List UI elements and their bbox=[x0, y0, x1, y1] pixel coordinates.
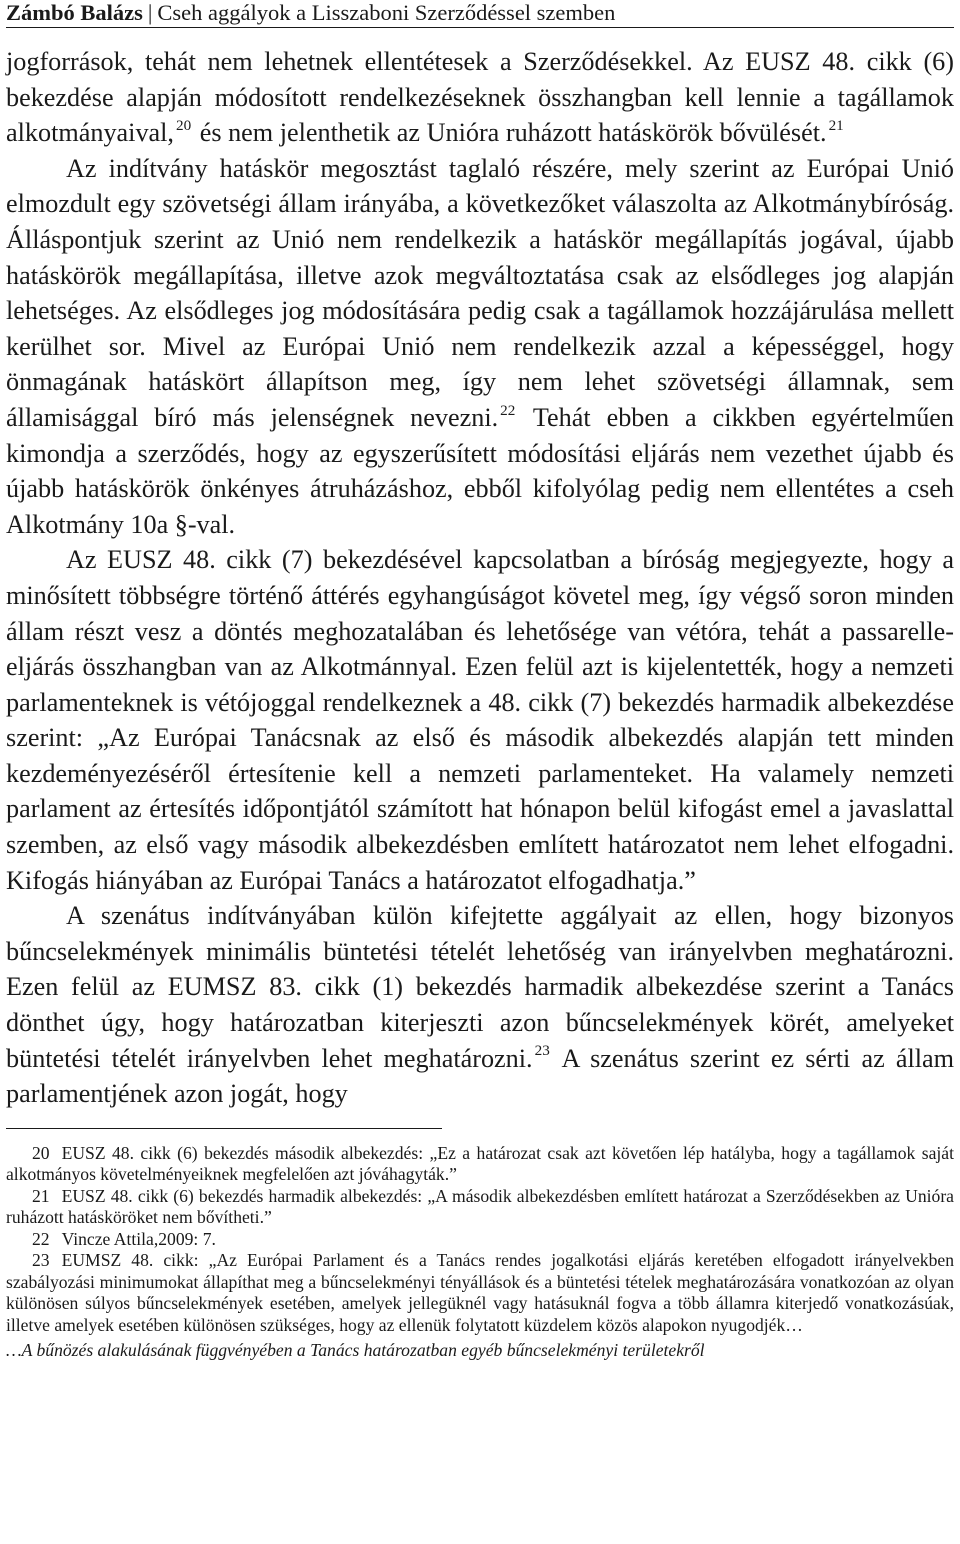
footnotes bbox=[6, 1143, 954, 1362]
footnote-text: EUSZ 48. cikk (6) bekezdés harmadik albekezdés: „A második albekezdésben említett határozat a Szerződésekben az Unióra ruházott hatásköröket nem bővítheti.” bbox=[6, 1185, 954, 1228]
footnote-ref-20[interactable]: 20 bbox=[175, 116, 192, 134]
body-text bbox=[6, 44, 954, 1112]
paragraph-2-part-b: Tehát ebben a cikkben egyértelműen kimondja a szerződés, hogy az egyszerűsített módosítási eljárás nem vezethet újabb és újabb hatáskörök önkényes átruházáshoz, ebből kifolyólag pedig nem ellentétes a cseh Alkotmány 10a §-val. bbox=[6, 402, 955, 539]
footnote-number: 23 bbox=[32, 1250, 50, 1271]
paragraph-4 bbox=[6, 898, 954, 1112]
footnote-22 bbox=[6, 1229, 954, 1251]
running-header bbox=[6, 0, 954, 28]
footnote-text: EUMSZ 48. cikk: „Az Európai Parlament és a Tanács rendes jogalkotási eljárás keretében elfogadott irányelvekben szabályozási minimumokat állapíthat meg a bűncselekményi tényállások és a büntetési tételek meghatározására vonatkozóan az olyan különösen súlyos bűncselekmények esetében, amelyek jellegüknél vagy hatásuknál fogva a több államra kiterjedő vonatkozásúak, illetve amelyek esetében különösen szükséges, hogy az ellenük folytatott küzdelem közös alapokon nyugodjék… bbox=[6, 1250, 954, 1335]
header-author: Zámbó Balázs bbox=[6, 0, 143, 25]
footnote-20 bbox=[6, 1143, 954, 1186]
footnote-ref-22[interactable]: 22 bbox=[500, 401, 516, 419]
paragraph-1-part-b: és nem jelenthetik az Unióra ruházott hatáskörök bővülését. bbox=[199, 118, 827, 148]
footnote-text: Vincze Attila,2009: 7. bbox=[61, 1228, 216, 1249]
footnote-ref-23[interactable]: 23 bbox=[534, 1042, 550, 1060]
paragraph-4-part-a: A szenátus indítványában külön kifejtette aggályait az ellen, hogy bizonyos bűncselekmények minimális büntetési tételét lehetőség van irányelvben meghatározni. Ezen felül az EUMSZ 83. cikk (1) bekezdés harmadik albekezdése szerint a Tanács dönthet úgy, hogy határozatban kiterjeszti azon bűncselekmények körét, amelyeket büntetési tételét irányelvben lehet meghatározni. bbox=[6, 901, 954, 1073]
footnote-number: 20 bbox=[32, 1142, 50, 1163]
document-page bbox=[6, 0, 954, 1362]
paragraph-3: Az EUSZ 48. cikk (7) bekezdésével kapcsolatban a bíróság megjegyezte, hogy a minősített többségre történő áttérés egyhangúságot követel meg, így végső soron minden állam részt vesz a döntés meghozatalában és lehetősége van vétóra, tehát a passarelle-eljárás összhangban van az Alkotmánnyal. Ezen felül azt is kijelentették, hogy a nemzeti parlamenteknek is vétójoggal rendelkeznek a 48. cikk (7) bekezdés harmadik albekezdése szerint: „Az Európai Tanácsnak az első és második albekezdés alapján tett minden kezdeményezéséről értesítenie kell a nemzeti parlamenteket. Ha valamely nemzeti parlament az értesítés időpontjától számított hat hónapon belül kifogást emel a javaslattal szemben, az első vagy második albekezdésben említett határozatot nem lehet elfogadni. Kifogás hiányában az Európai Tanács a határozatot elfogadhatja.” bbox=[6, 545, 954, 895]
footnote-text: EUSZ 48. cikk (6) bekezdés második albekezdés: „Ez a határozat csak azt követően lép hatályba, hogy a tagállamok saját alkotmányos követelményeiknek megfelelően azt jóváhagyták.” bbox=[6, 1142, 954, 1185]
footnote-number: 21 bbox=[32, 1185, 50, 1206]
footnote-21 bbox=[6, 1186, 954, 1229]
footnote-continuation: …A bűnözés alakulásának függvényében a Tanács határozatban egyéb bűncselekményi területekről bbox=[6, 1340, 705, 1361]
header-title: Cseh aggályok a Lisszaboni Szerződéssel szemben bbox=[157, 0, 616, 25]
footnote-divider bbox=[6, 1128, 442, 1129]
footnote-number: 22 bbox=[32, 1228, 50, 1249]
paragraph-4-part-b: A szenátus szerint ez sérti az állam parlamentjének azon jogát, hogy bbox=[6, 1043, 955, 1109]
paragraph-2-part-a: Az indítvány hatáskör megosztást taglaló részére, mely szerint az Európai Unió elmozdult egy szövetségi állam irányába, a következőket válaszolta az Alkotmánybíróság. Álláspontjuk szerint az Unió nem rendelkezik a hatáskör megállapítás jogával, újabb hatáskörök megállapítása, illetve azok megváltoztatása csak az elsődleges jog alapján lehetséges. Az elsődleges jog módosítására pedig csak a tagállamok hozzájárulása mellett kerülhet sor. Mivel az Európai Unió nem rendelkezik azzal a képességgel, hogy önmagának hatáskört állapítson meg, így nem lehet szövetségi államnak, sem államisággal bíró más jelenségnek nevezni. bbox=[6, 153, 954, 432]
paragraph-2 bbox=[6, 151, 954, 543]
paragraph-1 bbox=[6, 44, 954, 151]
footnote-ref-21[interactable]: 21 bbox=[828, 116, 844, 134]
paragraph-1-part-a: jogforrások, tehát nem lehetnek ellentétesek a Szerződésekkel. Az EUSZ 48. cikk (6) bekezdése alapján módosított rendelkezéseknek összhangban kell lennie a tagállamok alkotmányaival, bbox=[6, 47, 954, 148]
footnote-23 bbox=[6, 1250, 954, 1336]
header-separator: | bbox=[147, 0, 153, 25]
